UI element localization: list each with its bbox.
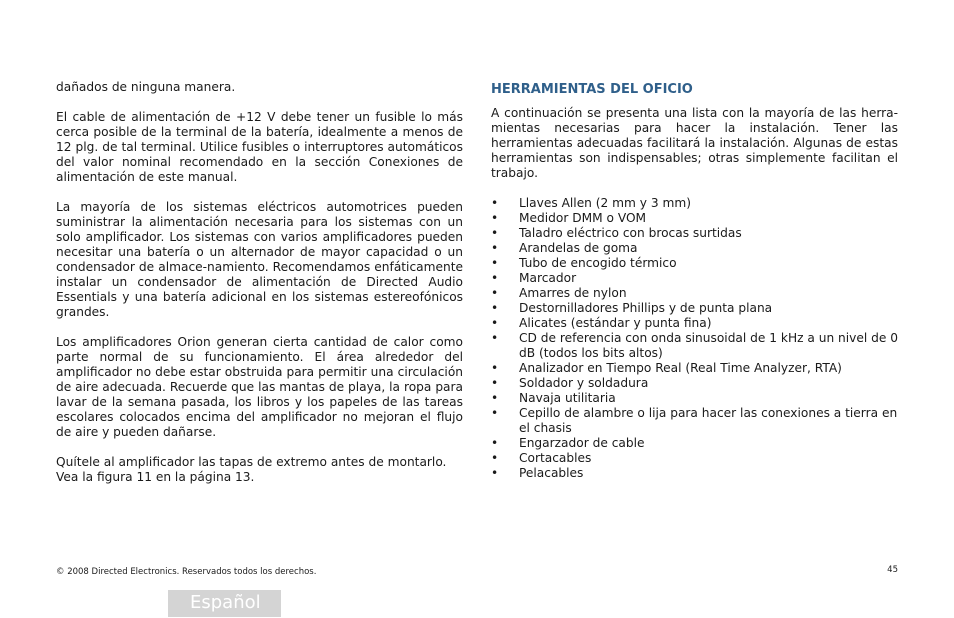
bullet-icon: • — [491, 316, 499, 330]
tool-name: Analizador en Tiempo Real (Real Time Analyzer, RTA) — [519, 361, 842, 375]
paragraph-heat: Los amplificadores Orion generan cierta cantidad de calor como parte normal de su funcionamiento. El área alrededor del amplificador no debe estar obstruida para permitir una circulación de aire adecuada. Recuerde que las mantas de playa, la ropa para lavar de la semana pasada, los libros y los papeles de las tareas escolares colocados encima del amplificador no mejoran el flujo de aire y pueden dañarse. — [56, 335, 463, 439]
bullet-icon: • — [491, 301, 499, 315]
paragraph-fuse: El cable de alimentación de +12 V debe tener un fusible lo más cerca posible de la terminal de la batería, idealmente a menos de 12 plg. de tal terminal. Utilice fusibles o interruptores automáticos del valor nominal recomendado en la sección Conexiones de alimentación de este manual. — [56, 110, 463, 184]
tool-name: Taladro eléctrico con brocas surtidas — [519, 226, 742, 240]
tool-list-item — [491, 451, 898, 466]
tool-name: Arandelas de goma — [519, 241, 638, 255]
bullet-icon: • — [491, 196, 499, 210]
tool-name: Tubo de encogido térmico — [519, 256, 677, 270]
left-column — [56, 80, 463, 485]
bullet-icon: • — [491, 331, 499, 345]
tool-list-item — [491, 196, 898, 211]
tool-name: Engarzador de cable — [519, 436, 645, 450]
paragraph-mounting — [56, 455, 463, 485]
tool-name: Pelacables — [519, 466, 584, 480]
tool-name: Amarres de nylon — [519, 286, 627, 300]
bullet-icon: • — [491, 271, 499, 285]
tool-name: CD de referencia con onda sinusoidal de 1 kHz a un nivel de 0 dB (todos los bits altos) — [519, 331, 898, 360]
tool-list-item — [491, 316, 898, 331]
figure-reference-line: Vea la figura 11 en la página 13. — [56, 470, 255, 484]
tool-name: Navaja utilitaria — [519, 391, 616, 405]
bullet-icon: • — [491, 436, 499, 450]
tool-name: Cepillo de alambre o lija para hacer las conexiones a tierra en el chasis — [519, 406, 898, 435]
bullet-icon: • — [491, 226, 499, 240]
bullet-icon: • — [491, 286, 499, 300]
tool-name: Destornilladores Phillips y de punta plana — [519, 301, 773, 315]
tool-name: Llaves Allen (2 mm y 3 mm) — [519, 196, 691, 210]
tool-list-item — [491, 211, 898, 226]
tool-name: Medidor DMM o VOM — [519, 211, 647, 225]
bullet-icon: • — [491, 451, 499, 465]
tool-list-item — [491, 361, 898, 376]
tool-list-item — [491, 466, 898, 481]
tool-list-item — [491, 271, 898, 286]
tool-list-item — [491, 241, 898, 256]
bullet-icon: • — [491, 241, 499, 255]
section-heading: HERRAMIENTAS DEL OFICIO — [491, 82, 693, 97]
tools-intro: A continuación se presenta una lista con la mayoría de las herra-mientas necesarias para hacer la instalación. Tener las herramientas adecuadas facilitará la instalación. Algunas de estas herramientas son indispensables; otras simplemente facilitan el trabajo. — [491, 106, 898, 180]
bullet-icon: • — [491, 361, 499, 375]
bullet-icon: • — [491, 466, 499, 480]
tool-name: Marcador — [519, 271, 577, 285]
language-tab: Español — [168, 590, 281, 617]
tool-name: Soldador y soldadura — [519, 376, 649, 390]
tool-list-item — [491, 436, 898, 451]
paragraph-power-supply: La mayoría de los sistemas eléctricos automotrices pueden suministrar la alimentación necesaria para los sistemas con un solo amplificador. Los sistemas con varios amplificadores pueden necesitar una batería o un alternador de mayor capacidad o un condensador de almace-namiento. Recomendamos enfáticamente instalar un condensador de alimentación de Directed Audio Essentials y una batería adicional en los sistemas estereofónicos grandes. — [56, 200, 463, 319]
tool-list-item — [491, 331, 898, 361]
tool-list-item — [491, 256, 898, 271]
tool-list — [491, 196, 898, 481]
paragraph-continuation: dañados de ninguna manera. — [56, 80, 236, 94]
tool-list-item — [491, 226, 898, 241]
tool-list-item — [491, 286, 898, 301]
tool-list-item — [491, 391, 898, 406]
tool-name: Cortacables — [519, 451, 592, 465]
bullet-icon: • — [491, 256, 499, 270]
tool-list-item — [491, 376, 898, 391]
page-number: 45 — [887, 565, 898, 575]
tool-list-item — [491, 406, 898, 436]
tool-list-item — [491, 301, 898, 316]
tool-name: Alicates (estándar y punta fina) — [519, 316, 712, 330]
bullet-icon: • — [491, 406, 499, 420]
right-column — [491, 82, 898, 481]
bullet-icon: • — [491, 376, 499, 390]
bullet-icon: • — [491, 211, 499, 225]
copyright: © 2008 Directed Electronics. Reservados todos los derechos. — [56, 567, 317, 577]
bullet-icon: • — [491, 391, 499, 405]
mounting-line: Quítele al amplificador las tapas de extremo antes de montarlo. — [56, 455, 447, 469]
